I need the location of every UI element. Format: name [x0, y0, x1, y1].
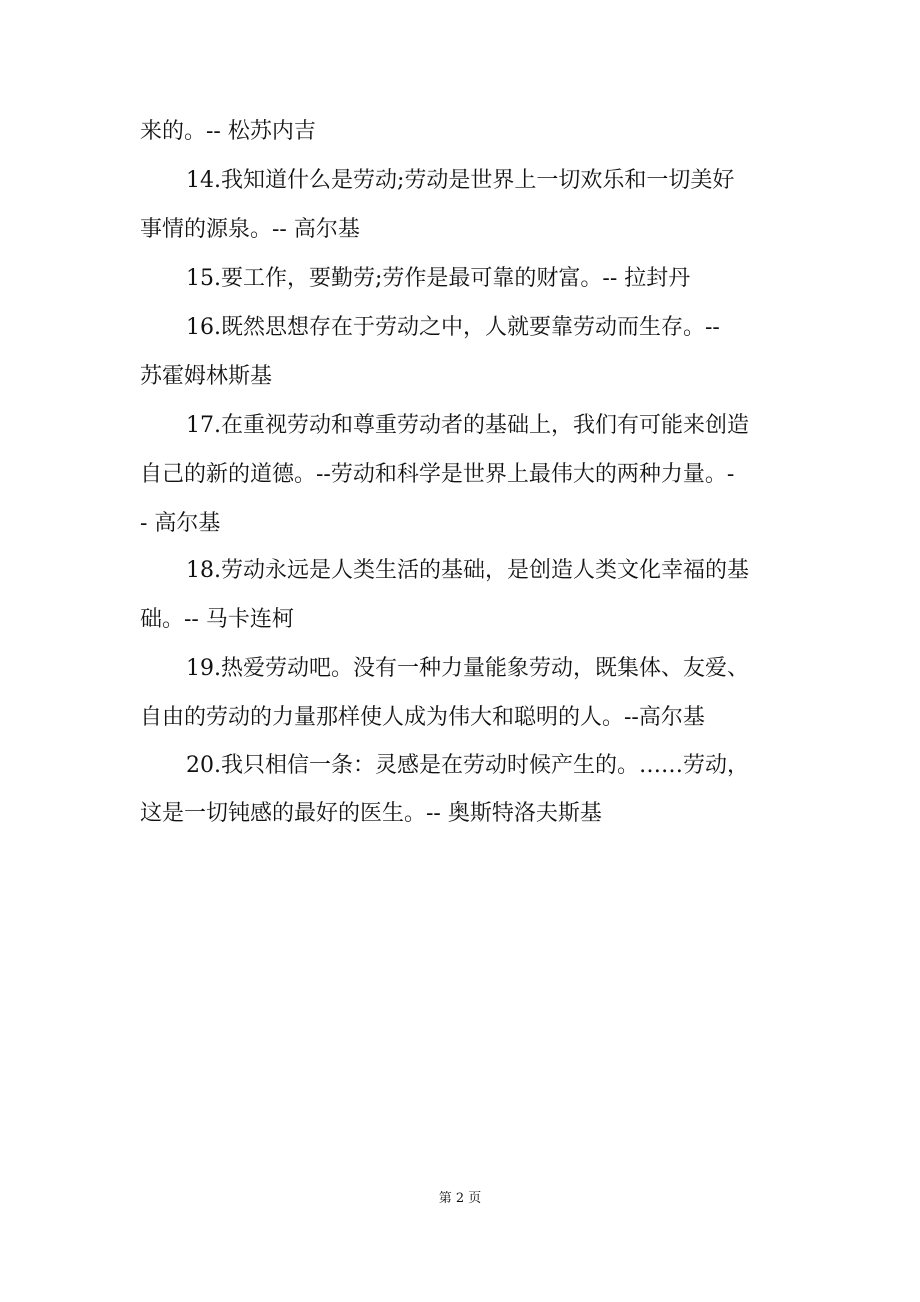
quote-19-line: 19.热爱劳动吧。没有一种力量能象劳动，既集体、友爱、	[186, 656, 749, 681]
quote-14-line: 14.我知道什么是劳动;劳动是世界上一切欢乐和一切美好	[186, 168, 735, 193]
text-line: 自己的新的道德。--劳动和科学是世界上最伟大的两种力量。-	[140, 462, 735, 487]
text-line: 础。-- 马卡连柯	[140, 607, 294, 632]
quote-18-line: 18.劳动永远是人类生活的基础，是创造人类文化幸福的基	[186, 558, 749, 583]
text-line: 这是一切钝感的最好的医生。-- 奥斯特洛夫斯基	[140, 801, 602, 826]
text-line: - 高尔基	[140, 511, 221, 536]
page-number: 第 2 页	[438, 1191, 482, 1206]
text-line: 苏霍姆林斯基	[140, 364, 273, 389]
text-line: 事情的源泉。-- 高尔基	[140, 217, 360, 242]
quote-20-line: 20.我只相信一条：灵感是在劳动时候产生的。……劳动，	[186, 753, 749, 778]
text-line: 自由的劳动的力量那样使人成为伟大和聪明的人。--高尔基	[140, 705, 705, 730]
quote-17-line: 17.在重视劳动和尊重劳动者的基础上，我们有可能来创造	[186, 413, 749, 438]
quote-15-line: 15.要工作，要勤劳;劳作是最可靠的财富。-- 拉封丹	[186, 266, 691, 291]
quote-16-line: 16.既然思想存在于劳动之中，人就要靠劳动而生存。--	[186, 315, 720, 340]
text-line: 来的。-- 松苏内吉	[140, 119, 316, 144]
